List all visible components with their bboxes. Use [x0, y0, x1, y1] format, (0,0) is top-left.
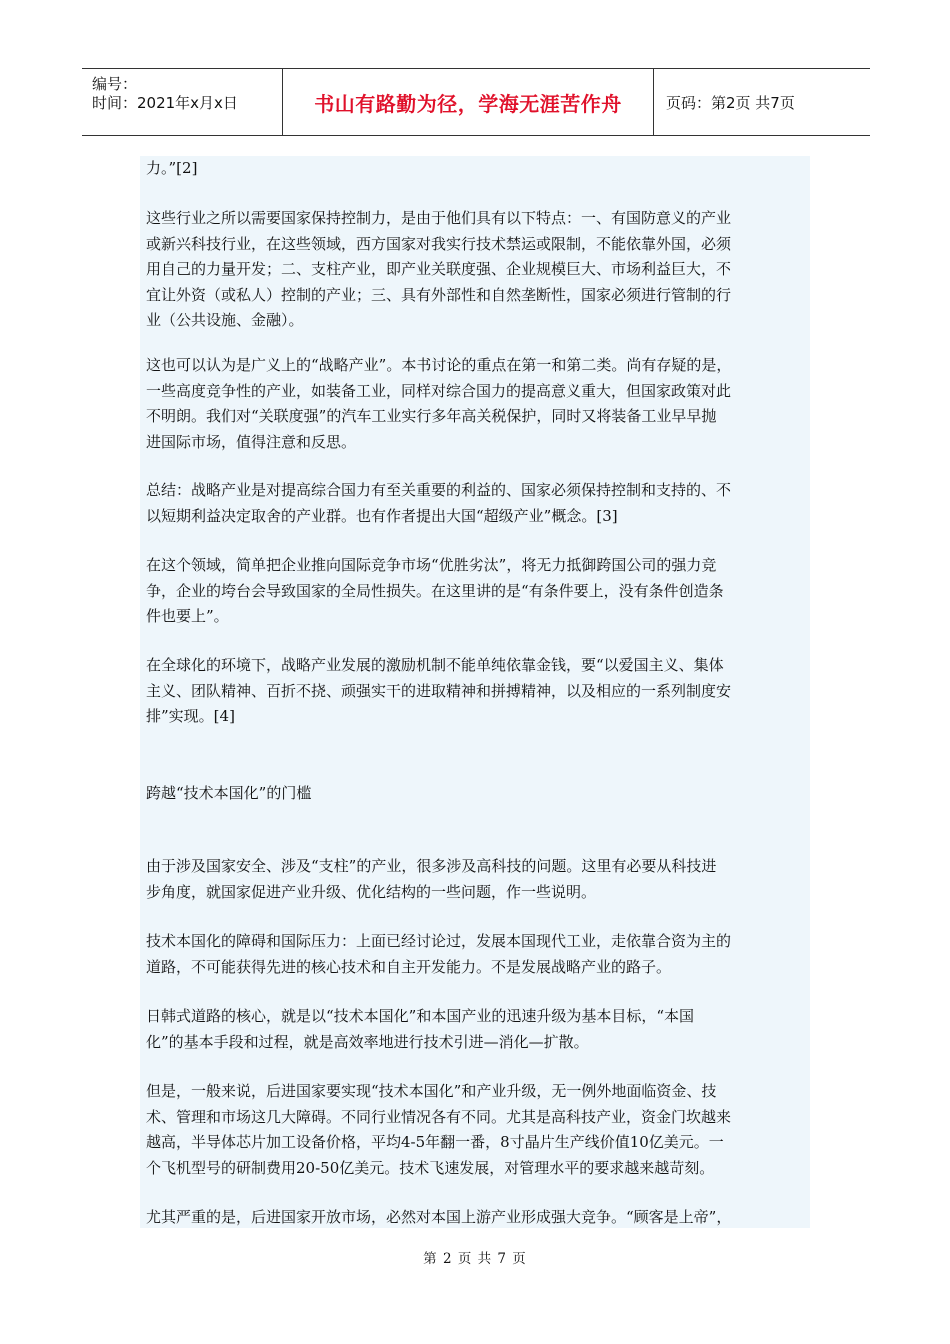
date-label: 时间：2021年x月x日 [92, 94, 238, 112]
header-info [82, 69, 282, 135]
text-line: 在全球化的环境下，战略产业发展的激励机制不能单纯依靠金钱，要“以爱国主义、集体 [146, 656, 724, 674]
text-line: 日韩式道路的核心，就是以“技术本国化”和本国产业的迅速升级为基本目标，“本国 [146, 1007, 695, 1025]
text-line: 由于涉及国家安全、涉及“支柱”的产业，很多涉及高科技的问题。这里有必要从科技进 [146, 857, 717, 875]
text-line: 道路，不可能获得先进的核心技术和自主开发能力。不是发展战略产业的路子。 [146, 957, 672, 976]
text-line: 化”的基本手段和过程，就是高效率地进行技术引进—消化—扩散。 [146, 1032, 589, 1051]
text-line: 件也要上”。 [146, 607, 229, 626]
text-line: 排”实现。[4] [146, 707, 235, 726]
paragraph [146, 353, 808, 455]
paragraph [146, 653, 808, 730]
text-line: 但是，一般来说，后进国家要实现“技术本国化”和产业升级，无一例外地面临资金、技 [146, 1082, 717, 1100]
text-line: 一些高度竞争性的产业，如装备工业，同样对综合国力的提高意义重大，但国家政策对此 [146, 381, 732, 400]
text-line: 进国际市场，值得注意和反思。 [146, 432, 357, 451]
text-line: 用自己的力量开发；二、支柱产业，即产业关联度强、企业规模巨大、市场利益巨大，不 [146, 260, 732, 279]
paragraph [146, 1004, 808, 1055]
page-indicator: 页码：第2页 共7页 [666, 93, 795, 112]
text-line: 个飞机型号的研制费用20-50亿美元。技术飞速发展，对管理水平的要求越来越苛刻。 [146, 1158, 715, 1177]
page-footer: 第 2 页 共 7 页 [423, 1251, 527, 1267]
text-line: 业（公共设施、金融）。 [146, 311, 304, 330]
text-line: 不明朗。我们对“关联度强”的汽车工业实行多年高关税保护，同时又将装备工业早早抛 [146, 407, 717, 426]
paragraph [146, 206, 808, 334]
paragraph [146, 1205, 808, 1231]
text-line: 步角度，就国家促进产业升级、优化结构的一些问题，作一些说明。 [146, 882, 597, 901]
text-line: 技术本国化的障碍和国际压力：上面已经讨论过，发展本国现代工业，走依靠合资为主的 [146, 932, 732, 950]
paragraph [146, 478, 808, 529]
text-line: 争，企业的垮台会导致国家的全局性损失。在这里讲的是“有条件要上，没有条件创造条 [146, 581, 724, 600]
paragraph [146, 929, 808, 980]
section-heading [146, 781, 808, 807]
number-label: 编号： [92, 75, 138, 93]
text-line: 在这个领域，简单把企业推向国际竞争市场“优胜劣汰”，将无力抵御跨国公司的强力竞 [146, 556, 717, 574]
text-line: 宜让外资（或私人）控制的产业；三、具有外部性和自然垄断性，国家必须进行管制的行 [146, 285, 732, 304]
paragraph [146, 1079, 808, 1181]
text-line: 力。”[2] [146, 159, 198, 177]
text-line: 越高，半导体芯片加工设备价格，平均4-5年翻一番，8寸晶片生产线价值10亿美元。一 [146, 1133, 724, 1152]
text-line: 术、管理和市场这几大障碍。不同行业情况各有不同。尤其是高科技产业，资金门坎越来 [146, 1107, 732, 1126]
text-line: 跨越“技术本国化”的门槛 [146, 784, 312, 802]
header-table [82, 68, 870, 136]
text-line: 主义、团队精神、百折不挠、顽强实干的进取精神和拼搏精神，以及相应的一系列制度安 [146, 681, 732, 700]
text-line: 尤其严重的是，后进国家开放市场，必然对本国上游产业形成强大竞争。“顾客是上帝”， [146, 1208, 732, 1226]
motto: 书山有路勤为径，学海无涯苦作舟 [282, 69, 654, 135]
paragraph [146, 854, 808, 905]
paragraph [146, 156, 808, 182]
text-line: 这些行业之所以需要国家保持控制力，是由于他们具有以下特点：一、有国防意义的产业 [146, 209, 732, 227]
document-body [140, 156, 810, 1228]
paragraph [146, 553, 808, 630]
text-line: 总结：战略产业是对提高综合国力有至关重要的利益的、国家必须保持控制和支持的、不 [146, 481, 732, 499]
text-line: 或新兴科技行业，在这些领域，西方国家对我实行技术禁运或限制，不能依靠外国，必须 [146, 234, 732, 253]
text-line: 这也可以认为是广义上的“战略产业”。本书讨论的重点在第一和第二类。尚有存疑的是， [146, 356, 732, 374]
text-line: 以短期利益决定取舍的产业群。也有作者提出大国“超级产业”概念。[3] [146, 506, 618, 525]
